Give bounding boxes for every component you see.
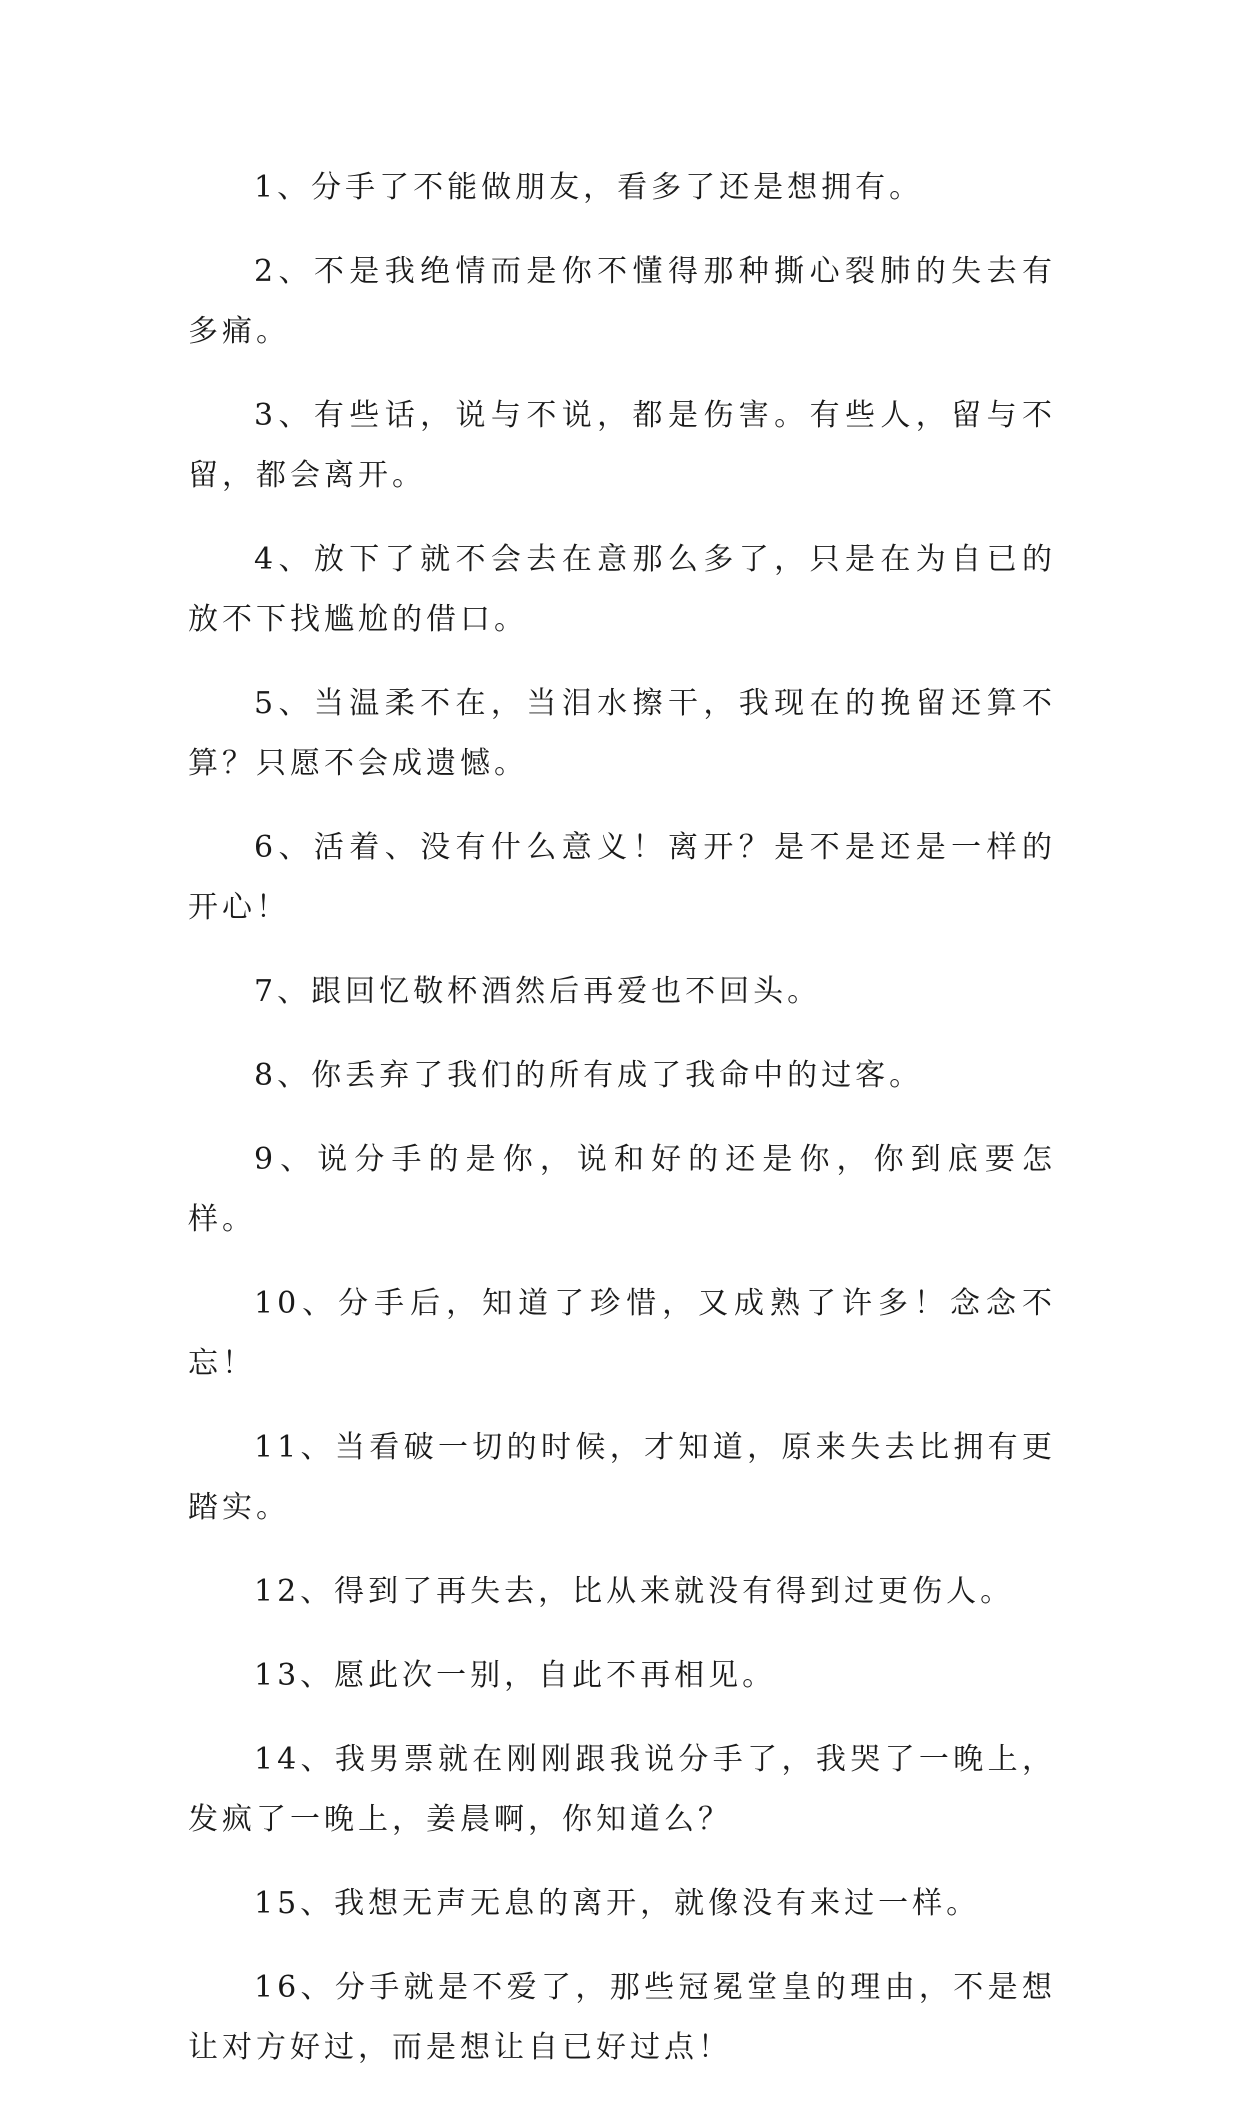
paragraph-8: 8、你丢弃了我们的所有成了我命中的过客。 xyxy=(254,1058,924,1093)
paragraph-5: 5、当温柔不在，当泪水擦干，我现在的挽留还算不算？只愿不会成遗憾。 xyxy=(188,686,1056,781)
paragraph-12: 12、得到了再失去，比从来就没有得到过更伤人。 xyxy=(254,1574,1015,1609)
paragraph-14: 14、我男票就在刚刚跟我说分手了，我哭了一晚上，发疯了一晚上，姜晨啊，你知道么？ xyxy=(188,1742,1056,1837)
paragraph-2: 2、不是我绝情而是你不懂得那种撕心裂肺的失去有多痛。 xyxy=(188,254,1056,349)
paragraph-15: 15、我想无声无息的离开，就像没有来过一样。 xyxy=(254,1886,981,1921)
paragraph-9: 9、说分手的是你，说和好的还是你，你到底要怎样。 xyxy=(188,1142,1056,1237)
paragraph-4: 4、放下了就不会去在意那么多了，只是在为自已的放不下找尴尬的借口。 xyxy=(188,542,1056,637)
paragraph-1: 1、分手了不能做朋友，看多了还是想拥有。 xyxy=(254,170,924,205)
paragraph-11: 11、当看破一切的时候，才知道，原来失去比拥有更踏实。 xyxy=(188,1430,1056,1525)
paragraph-6: 6、活着、没有什么意义！离开？是不是还是一样的开心！ xyxy=(188,830,1056,925)
paragraph-16: 16、分手就是不爱了，那些冠冕堂皇的理由，不是想让对方好过，而是想让自已好过点！ xyxy=(188,1970,1056,2065)
paragraph-10: 10、分手后，知道了珍惜，又成熟了许多！念念不忘！ xyxy=(188,1286,1056,1381)
document-body xyxy=(188,158,1056,2102)
paragraph-7: 7、跟回忆敬杯酒然后再爱也不回头。 xyxy=(254,974,822,1009)
paragraph-13: 13、愿此次一别，自此不再相见。 xyxy=(254,1658,777,1693)
paragraph-3: 3、有些话，说与不说，都是伤害。有些人，留与不留，都会离开。 xyxy=(188,398,1056,493)
